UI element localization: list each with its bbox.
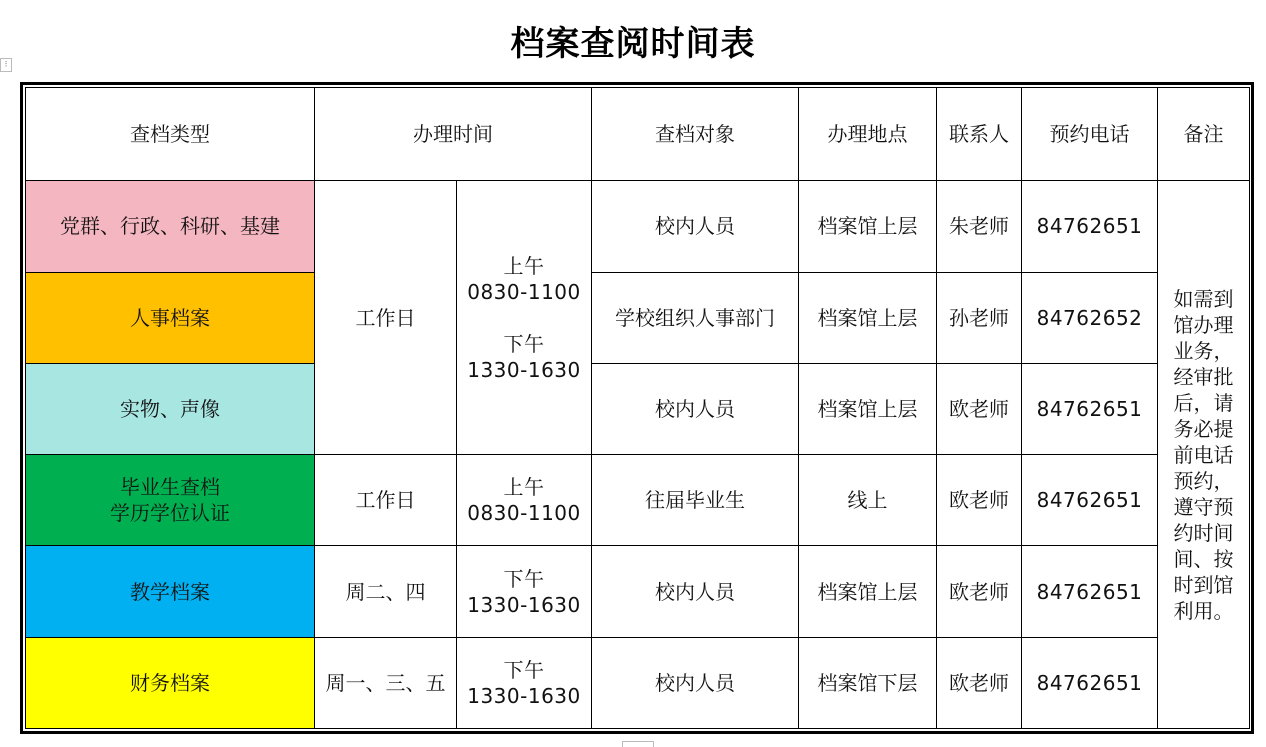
schedule-table	[25, 87, 1250, 729]
day-cell: 工作日	[315, 455, 457, 546]
hours-cell: 下午 1330-1630	[457, 546, 592, 637]
location-cell: 档案馆下层	[799, 637, 937, 728]
header-type: 查档类型	[26, 88, 315, 181]
table-row	[26, 637, 1250, 728]
type-cell: 教学档案	[26, 546, 315, 637]
phone-cell: 84762651	[1022, 637, 1158, 728]
header-location: 办理地点	[799, 88, 937, 181]
contact-cell: 欧老师	[937, 546, 1022, 637]
page-title: 档案查阅时间表	[510, 24, 756, 64]
type-cell: 实物、声像	[26, 363, 315, 454]
table-row	[26, 546, 1250, 637]
target-cell: 学校组织人事部门	[592, 272, 799, 363]
type-cell: 人事档案	[26, 272, 315, 363]
phone-cell: 84762651	[1022, 455, 1158, 546]
hours-cell: 上午 0830-1100	[457, 455, 592, 546]
contact-cell: 欧老师	[937, 455, 1022, 546]
phone-cell: 84762651	[1022, 363, 1158, 454]
table-row	[26, 363, 1250, 454]
day-cell: 周二、四	[315, 546, 457, 637]
table-row	[26, 181, 1250, 272]
table-row	[26, 455, 1250, 546]
hours-cell: 下午 1330-1630	[457, 637, 592, 728]
day-cell: 周一、三、五	[315, 637, 457, 728]
header-time: 办理时间	[315, 88, 592, 181]
target-cell: 校内人员	[592, 637, 799, 728]
hours-cell: 上午 0830-1100 下午 1330-1630	[457, 181, 592, 455]
header-phone: 预约电话	[1022, 88, 1158, 181]
header-contact: 联系人	[937, 88, 1022, 181]
location-cell: 档案馆上层	[799, 181, 937, 272]
target-cell: 校内人员	[592, 546, 799, 637]
table-move-handle-icon[interactable]: ⁝	[0, 58, 12, 72]
location-cell: 档案馆上层	[799, 363, 937, 454]
table-resize-handle[interactable]	[622, 741, 654, 747]
header-note: 备注	[1158, 88, 1250, 181]
phone-cell: 84762651	[1022, 546, 1158, 637]
header-row	[26, 88, 1250, 181]
contact-cell: 欧老师	[937, 637, 1022, 728]
location-cell: 档案馆上层	[799, 546, 937, 637]
target-cell: 往届毕业生	[592, 455, 799, 546]
phone-cell: 84762652	[1022, 272, 1158, 363]
note-cell: 如需到 馆办理 业务， 经审批 后，请 务必提 前电话 预约， 遵守预 约时间 间、按 时到馆 利用。	[1158, 181, 1250, 729]
phone-cell: 84762651	[1022, 181, 1158, 272]
type-cell: 党群、行政、科研、基建	[26, 181, 315, 272]
table-row	[26, 272, 1250, 363]
target-cell: 校内人员	[592, 363, 799, 454]
location-cell: 线上	[799, 455, 937, 546]
contact-cell: 孙老师	[937, 272, 1022, 363]
header-target: 查档对象	[592, 88, 799, 181]
type-cell: 财务档案	[26, 637, 315, 728]
location-cell: 档案馆上层	[799, 272, 937, 363]
type-cell: 毕业生查档 学历学位认证	[26, 455, 315, 546]
contact-cell: 欧老师	[937, 363, 1022, 454]
target-cell: 校内人员	[592, 181, 799, 272]
day-cell: 工作日	[315, 181, 457, 455]
contact-cell: 朱老师	[937, 181, 1022, 272]
